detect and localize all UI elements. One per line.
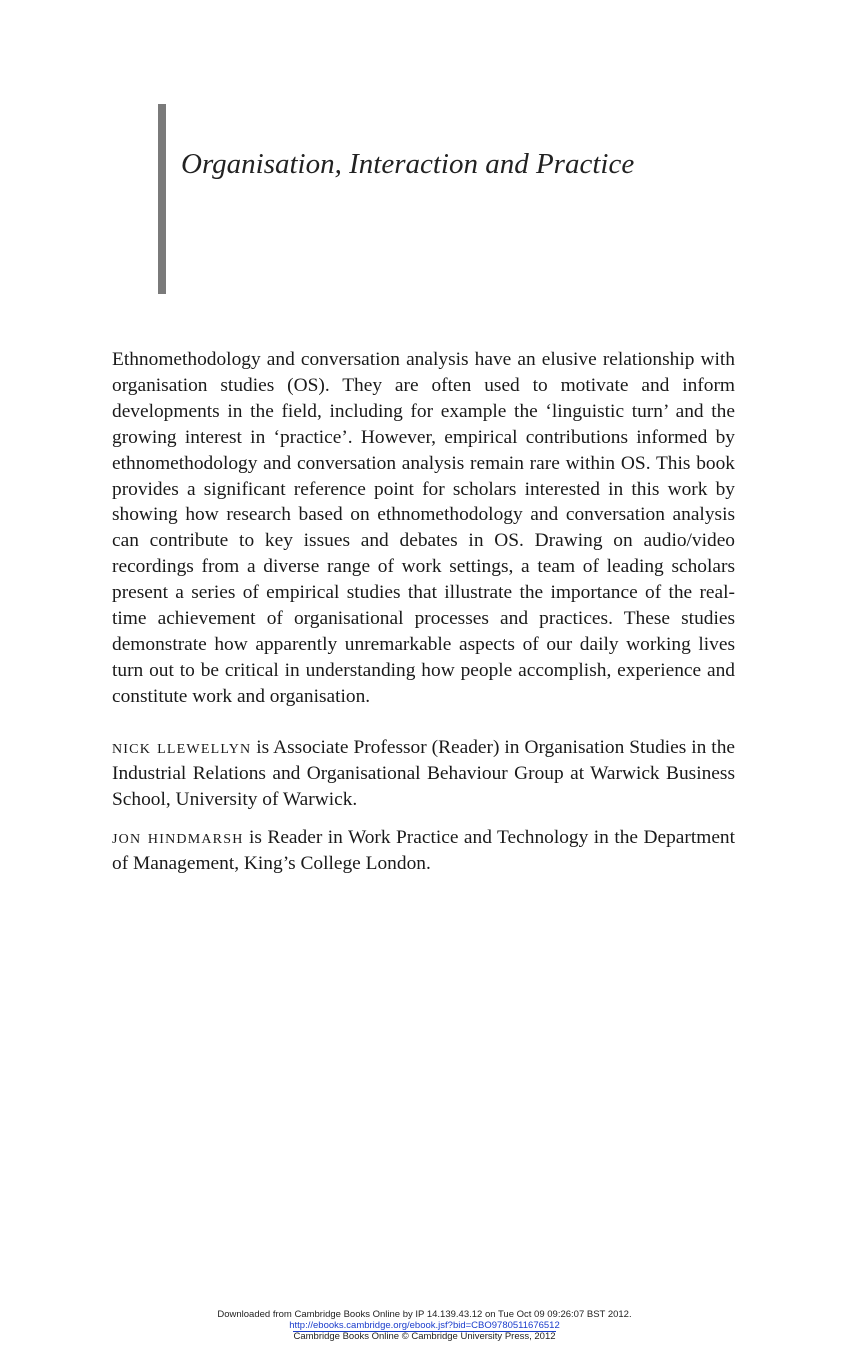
book-title: Organisation, Interaction and Practice: [181, 148, 635, 180]
book-description: Ethnomethodology and conversation analysis have an elusive relationship with organisation studies (OS). They are often used to motivate and inform developments in the field, including for example the ‘linguistic turn’ and the growing interest in ‘practice’. However, empirical contributions informed by ethnomethodology and conversation analysis remain rare within OS. This book provides a significant reference point for scholars interested in this work by showing how research based on ethnomethodology and conversation analysis can contribute to key issues and debates in OS. Drawing on audio/video recordings from a diverse range of work settings, a team of leading scholars present a series of empirical studies that illustrate the importance of the real-time achievement of organisational processes and practices. These studies demonstrate how apparently unremarkable aspects of our daily working lives turn out to be critical in understanding how people accomplish, experience and constitute work and organisation.: [112, 349, 735, 707]
download-footer: [0, 1310, 849, 1343]
ebook-link[interactable]: http://ebooks.cambridge.org/ebook.jsf?bid=CBO9780511676512: [289, 1319, 560, 1331]
author-bio-text: is Associate Professor (Reader) in Organisation Studies in the Industrial Relations and Organisational Behaviour Group at Warwick Business School, University of Warwick.: [112, 736, 735, 810]
author-bio-text: is Reader in Work Practice and Technology in the Department of Management, King’s College London.: [112, 827, 736, 875]
main-content: [112, 347, 735, 877]
author-bio-llewellyn: [112, 735, 735, 813]
download-notice: Downloaded from Cambridge Books Online by IP 14.139.43.12 on Tue Oct 09 09:26:07 BST 2012.: [217, 1309, 632, 1320]
title-accent-bar: [158, 104, 166, 294]
author-name: nick llewellyn: [112, 736, 252, 758]
author-name: jon hindmarsh: [112, 827, 244, 849]
copyright-notice: Cambridge Books Online © Cambridge University Press, 2012: [293, 1331, 556, 1342]
author-bio-hindmarsh: [112, 825, 735, 877]
